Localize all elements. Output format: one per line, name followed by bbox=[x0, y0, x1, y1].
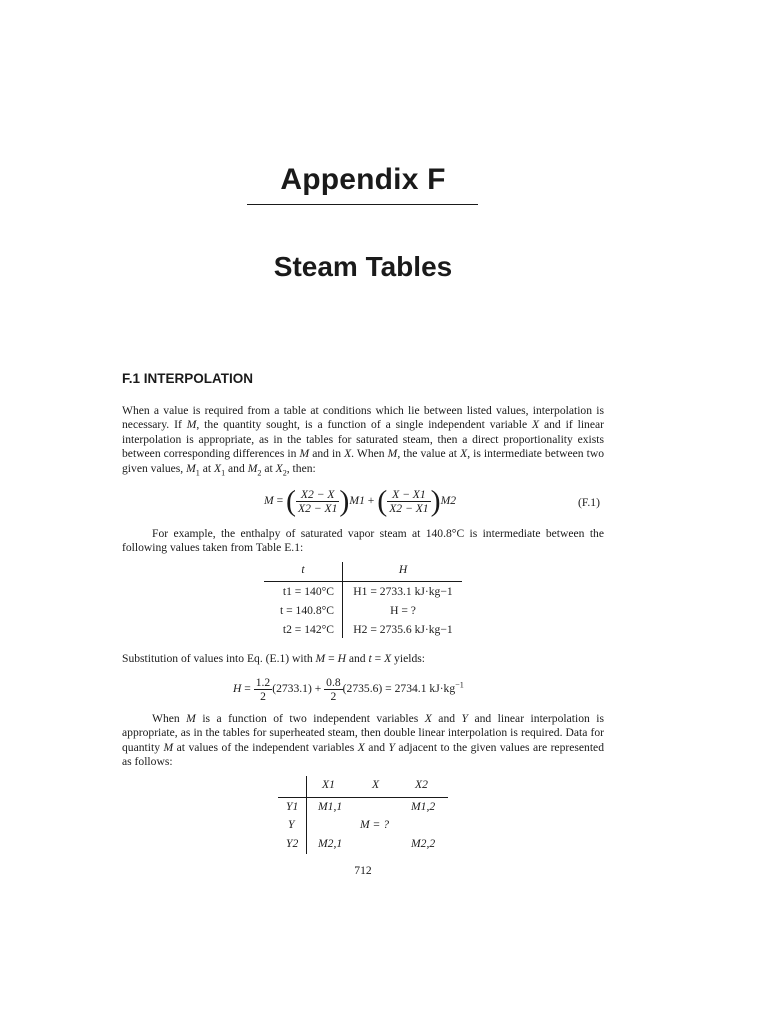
double-interpolation-table bbox=[278, 776, 448, 854]
table-row-header: Y1 bbox=[286, 800, 299, 813]
table-cell: H1 = 2733.1 kJ·kg−1 bbox=[353, 585, 453, 598]
table-cell: t2 = 142°C bbox=[282, 623, 334, 636]
table-cell: M2,1 bbox=[318, 837, 343, 850]
table-header-h: H bbox=[398, 563, 408, 576]
table-col-header: X1 bbox=[322, 778, 335, 791]
table-cell: M1,2 bbox=[411, 800, 436, 813]
paragraph-interpolation-intro: When a value is required from a table at conditions which lie between listed values, interpolation is necessary. If M, the quantity sought, is a function of a single independent variable X and if linear interpolation is appropriate, as in the tables for saturated steam, then a direct proportionality exists between corresponding differences in M and in X. When M, the value at X, is intermediate between two given values, $M_1$ at $X_1$ and $M_2$ at $X_2$, then: bbox=[122, 404, 604, 477]
table-cell: M2,2 bbox=[411, 837, 436, 850]
table-col-header: X bbox=[372, 778, 380, 791]
table-header-t: t bbox=[301, 563, 305, 576]
equation-f1: M = ( $\frac{X2 - X}{X2 - X1}$ )M1 + ( $\frac{X - X1}{X2 - X1}$ )M2 bbox=[264, 484, 457, 518]
table-horizontal-rule bbox=[264, 581, 462, 582]
table-cell: M1,1 bbox=[318, 800, 343, 813]
table-row-header: Y2 bbox=[286, 837, 299, 850]
table-col-header: X2 bbox=[415, 778, 428, 791]
table-cell: M = ? bbox=[360, 818, 390, 831]
paragraph-substitution: Substitution of values into Eq. (E.1) with M = H and t = X yields: bbox=[122, 652, 425, 665]
table-vertical-rule bbox=[306, 776, 307, 854]
paragraph-example: For example, the enthalpy of saturated vapor steam at 140.8°C is intermediate between the following values taken from Table E.1: bbox=[122, 527, 604, 555]
table-cell: t = 140.8°C bbox=[279, 604, 334, 617]
table-cell: H = ? bbox=[390, 604, 416, 617]
appendix-title: Appendix F bbox=[280, 163, 446, 196]
table-row-header: Y bbox=[288, 818, 295, 831]
table-vertical-rule bbox=[342, 562, 343, 638]
page-number: 712 bbox=[354, 864, 372, 877]
equation-label: (F.1) bbox=[578, 496, 600, 509]
table-horizontal-rule bbox=[278, 797, 448, 798]
chapter-title: Steam Tables bbox=[273, 251, 453, 282]
section-heading: F.1 INTERPOLATION bbox=[122, 371, 254, 386]
paragraph-double-interpolation: When M is a function of two independent variables X and Y and linear interpolation is appropriate, as in the tables for superheated steam, then double linear interpolation is required. Data for quantity M at values of the independent variables X and Y adjacent to the given values are represented as follows: bbox=[122, 712, 604, 769]
equation-enthalpy-result: H = $\frac{1.2}{2}$ (2733.1) + $\frac{0.8}{2}$ (2735.6) = 2734.1 $kJ\cdot kg^{-1}$ bbox=[233, 676, 464, 703]
table-cell: H2 = 2735.6 kJ·kg−1 bbox=[353, 623, 453, 636]
enthalpy-table bbox=[264, 562, 462, 638]
table-cell: t1 = 140°C bbox=[282, 585, 334, 598]
title-divider bbox=[247, 204, 478, 205]
